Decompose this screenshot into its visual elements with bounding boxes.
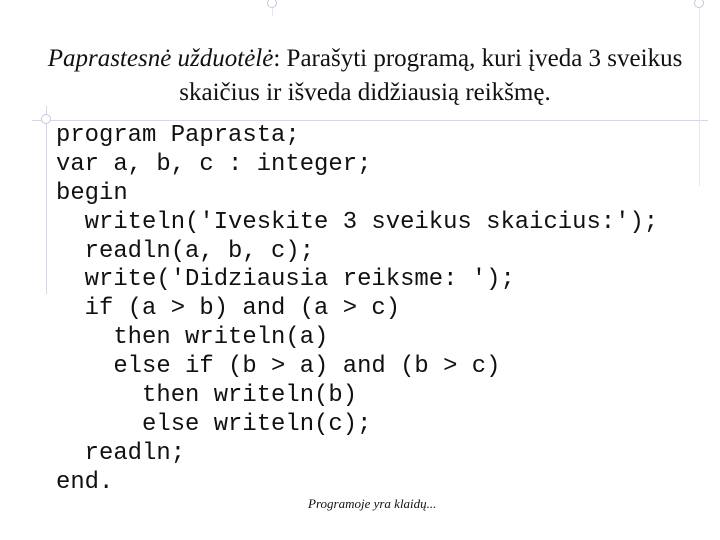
code-line: if (a > b) and (a > c) — [56, 295, 401, 323]
guide-line-right — [699, 0, 700, 186]
guide-corner-circle-icon — [694, 0, 704, 8]
code-block — [56, 122, 658, 498]
guide-line-vertical — [46, 106, 47, 294]
code-line: then writeln(a) — [56, 324, 329, 352]
task-label: Paprastesnė užduotėlė — [47, 45, 274, 72]
code-line: readln(a, b, c); — [56, 237, 315, 265]
footnote: Programoje yra klaidų... — [308, 496, 437, 511]
guide-corner-circle-icon — [41, 114, 51, 124]
code-line: then writeln(b) — [56, 382, 358, 410]
code-line: writeln('Iveskite 3 sveikus skaicius:'); — [56, 208, 659, 236]
code-line: program Paprasta; — [56, 122, 300, 149]
code-line: begin — [56, 179, 128, 207]
code-line: else writeln(c); — [56, 410, 372, 438]
code-line: end. — [56, 468, 114, 496]
slide-title — [40, 42, 690, 110]
task-description: : Parašyti programą, kuri įveda 3 sveikus skaičius ir išveda didžiausią reikšmę. — [179, 45, 683, 106]
code-line: readln; — [56, 439, 186, 467]
code-line: else if (b > a) and (b > c) — [56, 353, 501, 381]
code-line: var a, b, c : integer; — [56, 150, 372, 178]
code-line: write('Didziausia reiksme: '); — [56, 266, 515, 294]
guide-corner-circle-icon — [267, 0, 277, 8]
guide-line-horizontal — [32, 120, 708, 121]
